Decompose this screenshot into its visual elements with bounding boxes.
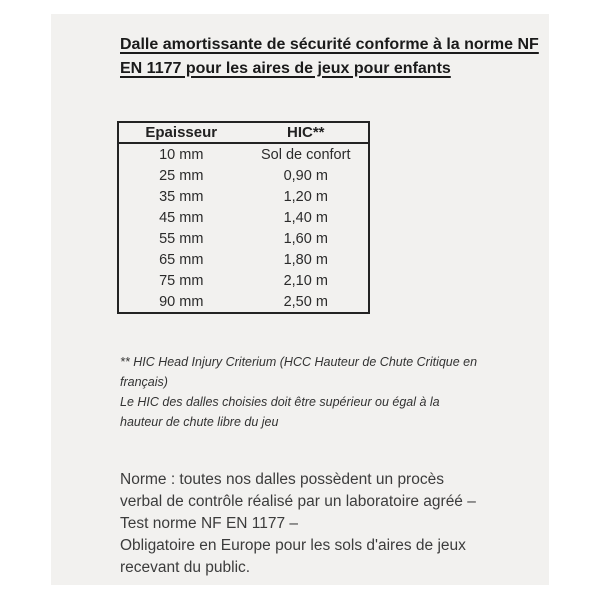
page-title-line-1: Dalle amortissante de sécurité conforme à la norme NF (120, 36, 539, 53)
table-row (118, 186, 369, 207)
table-row (118, 228, 369, 249)
cell-thickness: 10 mm (159, 146, 204, 163)
cell-thickness: 45 mm (159, 209, 204, 226)
footnote-line: français) (120, 375, 168, 389)
table-row (118, 165, 369, 186)
cell-hic: 2,50 m (283, 293, 328, 310)
cell-hic: 1,60 m (283, 230, 328, 247)
page-title-line-2: EN 1177 pour les aires de jeux pour enfants (120, 59, 451, 77)
table-row (118, 143, 369, 165)
footnote-line: hauteur de chute libre du jeu (120, 415, 279, 429)
table-header-row (118, 122, 369, 143)
paragraph-line: Norme : toutes nos dalles possèdent un procès (120, 471, 444, 488)
cell-hic: 2,10 m (283, 272, 328, 289)
norme-paragraph (120, 469, 476, 579)
cell-thickness: 25 mm (159, 167, 204, 184)
table-row (118, 249, 369, 270)
cell-thickness: 75 mm (159, 272, 204, 289)
footnote-line: ** HIC Head Injury Criterium (HCC Hauteur de Chute Critique en (120, 355, 478, 369)
column-header-hic: HIC** (244, 122, 370, 143)
cell-hic: 0,90 m (283, 167, 328, 184)
hic-thickness-table (117, 121, 370, 314)
document-panel (51, 14, 549, 585)
cell-hic: 1,80 m (283, 251, 328, 268)
column-header-epaisseur: Epaisseur (118, 122, 244, 143)
table-row (118, 291, 369, 313)
hic-footnote (120, 352, 477, 432)
footnote-line: Le HIC des dalles choisies doit être supérieur ou égal à la (120, 395, 440, 409)
cell-thickness: 55 mm (159, 230, 204, 247)
paragraph-line: recevant du public. (120, 559, 251, 576)
paragraph-line: Obligatoire en Europe pour les sols d'aires de jeux (120, 537, 466, 554)
table-row (118, 270, 369, 291)
cell-thickness: 65 mm (159, 251, 204, 268)
paragraph-line: Test norme NF EN 1177 – (120, 515, 299, 532)
paragraph-line: verbal de contrôle réalisé par un laboratoire agréé – (120, 493, 476, 510)
table-row (118, 207, 369, 228)
page-title (120, 33, 539, 80)
cell-thickness: 90 mm (159, 293, 204, 310)
cell-hic: 1,20 m (283, 188, 328, 205)
cell-hic: 1,40 m (283, 209, 328, 226)
cell-thickness: 35 mm (159, 188, 204, 205)
cell-hic: Sol de confort (261, 146, 351, 163)
